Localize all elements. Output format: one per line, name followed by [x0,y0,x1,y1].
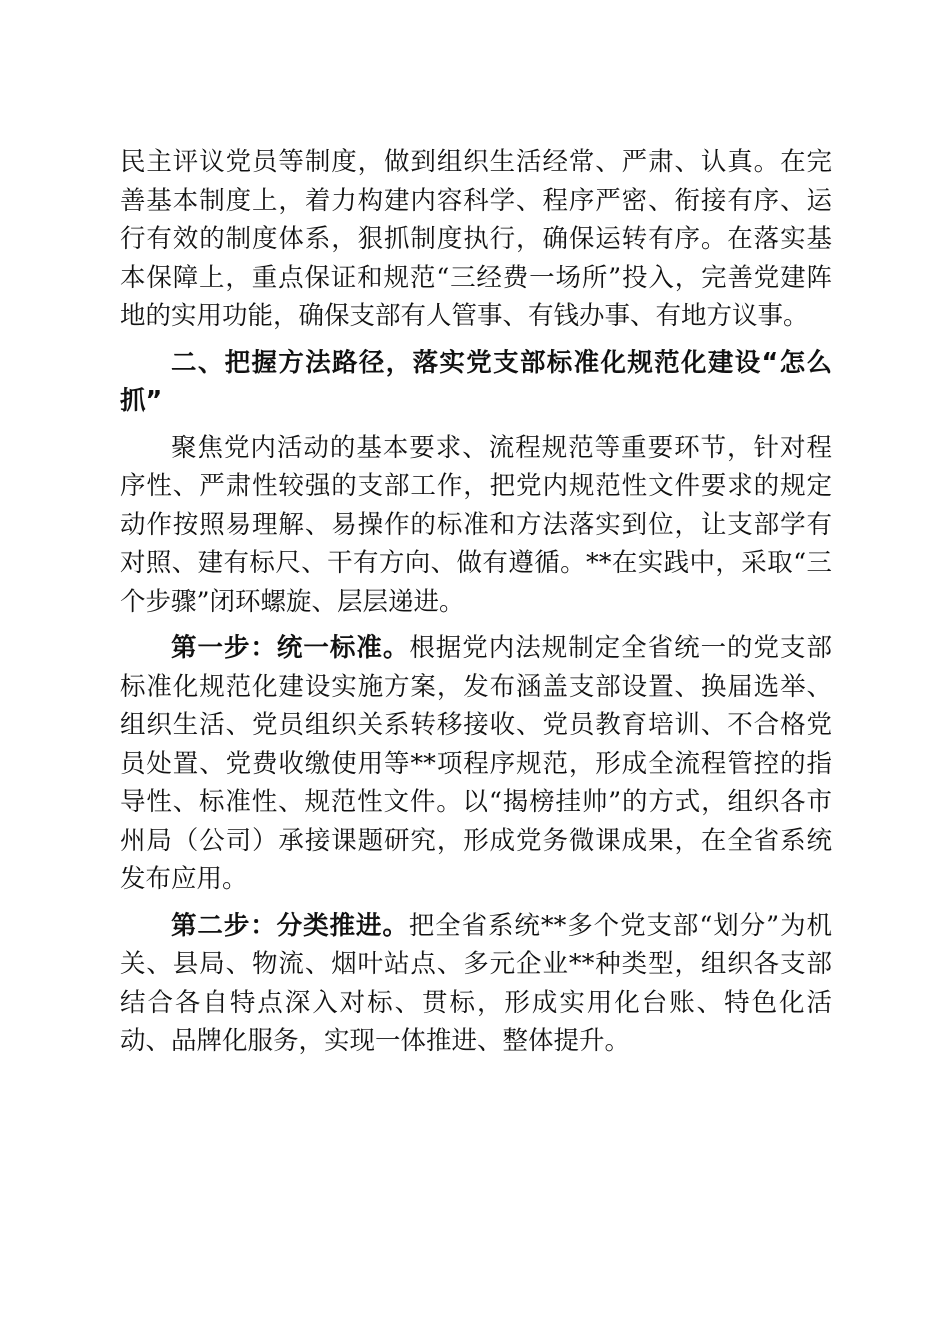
paragraph-step-two [120,907,832,1061]
step-one-text: 根据党内法规制定全省统一的党支部标准化规范化建设实施方案，发布涵盖支部设置、换届选举、组织生活、党员组织关系转移接收、党员教育培训、不合格党员处置、党费收缴使用等**项程序规范，形成全流程管控的指导性、标准性、规范性文件。以“揭榜挂帅”的方式，组织各市州局（公司）承接课题研究，形成党务微课成果，在全省系统发布应用。 [120,633,832,894]
step-one-label: 第一步：统一标准。 [171,633,410,663]
step-two-text: 把全省系统**多个党支部“划分”为机关、县局、物流、烟叶站点、多元企业**种类型，组织各支部结合各自特点深入对标、贯标，形成实用化台账、特色化活动、品牌化服务，实现一体推进、整体提升。 [120,910,832,1056]
paragraph-continuation: 民主评议党员等制度，做到组织生活经常、严肃、认真。在完善基本制度上，着力构建内容科学、程序严密、衔接有序、运行有效的制度体系，狠抓制度执行，确保运转有序。在落实基本保障上，重点保证和规范“三经费一场所”投入，完善党建阵地的实用功能，确保支部有人管事、有钱办事、有地方议事。 [120,147,832,331]
paragraph-body: 聚焦党内活动的基本要求、流程规范等重要环节，针对程序性、严肃性较强的支部工作，把党内规范性文件要求的规定动作按照易理解、易操作的标准和方法落实到位，让支部学有对照、建有标尺、干有方向、做有遵循。**在实践中，采取“三个步骤”闭环螺旋、层层递进。 [120,432,832,617]
section-heading: 二、把握方法路径，落实党支部标准化规范化建设“怎么抓” [120,347,832,416]
paragraph-step-one [120,629,832,899]
step-two-label: 第二步：分类推进。 [171,910,409,941]
document-body [120,143,832,1069]
